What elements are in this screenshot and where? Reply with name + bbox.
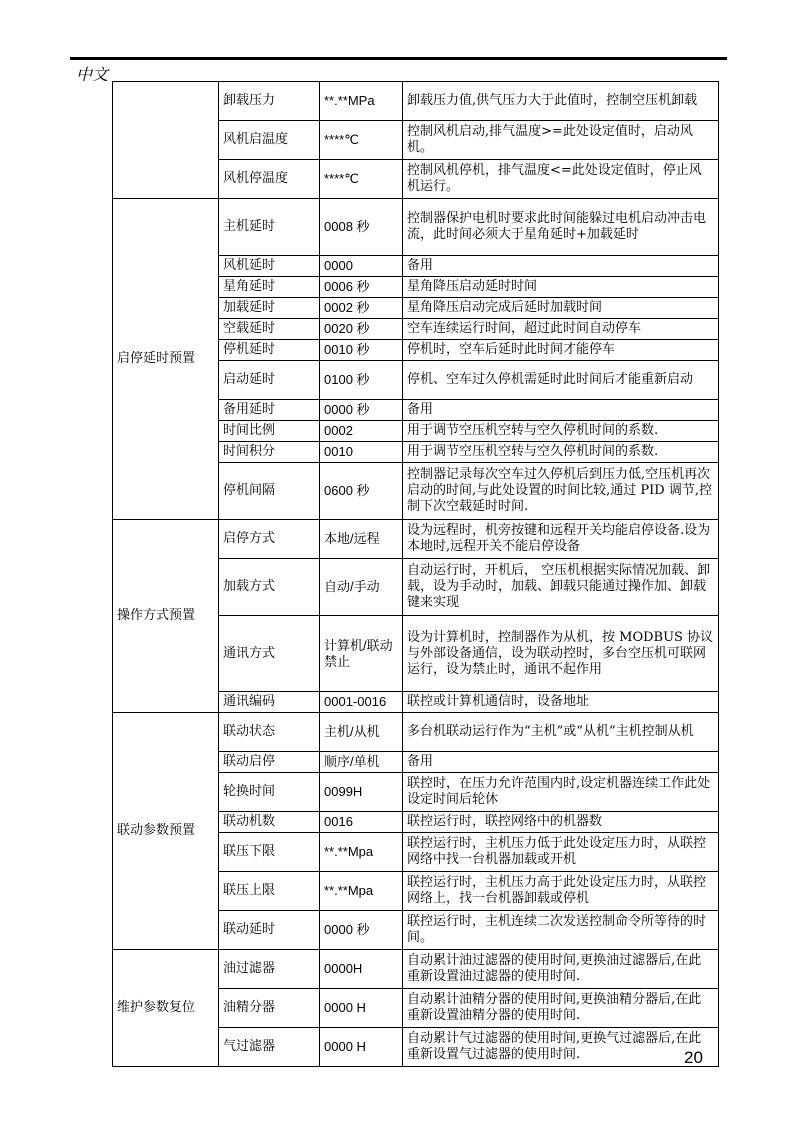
param-desc-cell: 停机、空车过久停机需延时此时间后才能重新启动 [403,361,719,400]
param-name-cell: 联动机数 [219,812,320,833]
page-number: 20 [684,1048,703,1067]
param-name-cell: 主机延时 [219,199,320,256]
param-desc-cell: 星角降压启动完成后延时加载时间 [403,298,719,319]
param-value-cell: 0016 [320,812,403,833]
group-name-cell [113,82,219,199]
param-name-cell: 星角延时 [219,277,320,298]
group-name-cell: 操作方式预置 [113,520,219,713]
param-value-cell: 0000 秒 [320,911,403,950]
param-desc-cell: 联控运行时，联控网络中的机器数 [403,812,719,833]
param-value-cell: 0020 秒 [320,319,403,340]
group-name-cell: 维护参数复位 [113,950,219,1067]
param-desc-cell: 多台机联动运行作为“主机”或“从机”主机控制从机 [403,713,719,752]
param-value-cell: 0001-0016 [320,692,403,713]
param-value-cell: 计算机/联动禁止 [320,616,403,692]
param-desc-cell: 联控运行时，主机压力低于此处设定压力时，从联控网络中找一台机器加载或开机 [403,833,719,872]
param-desc-cell: 卸载压力值,供气压力大于此值时，控制空压机卸载 [403,82,719,121]
param-name-cell: 风机启温度 [219,121,320,160]
table-row [113,950,719,989]
param-desc-cell: 自动累计气过滤器的使用时间,更换气过滤器后,在此重新设置气过滤器的使用时间. [403,1028,719,1067]
param-value-cell: 0000 [320,256,403,277]
param-value-cell: **.**Mpa [320,872,403,911]
table-row [113,82,719,121]
param-desc-cell: 用于调节空压机空转与空久停机时间的系数. [403,442,719,463]
param-name-cell: 联动延时 [219,911,320,950]
param-name-cell: 时间比例 [219,421,320,442]
param-value-cell: 0010 秒 [320,340,403,361]
param-name-cell: 启动延时 [219,361,320,400]
group-name-cell: 启停延时预置 [113,199,219,520]
param-value-cell: 0010 [320,442,403,463]
param-value-cell: 主机/从机 [320,713,403,752]
param-value-cell: 0099H [320,773,403,812]
param-desc-cell: 控制风机停机，排气温度<=此处设定值时，停止风机运行。 [403,160,719,199]
param-name-cell: 卸载压力 [219,82,320,121]
param-desc-cell: 设为计算机时，控制器作为从机，按 MODBUS 协议与外部设备通信，设为联动控时，多台空压机可联网运行，设为禁止时，通讯不起作用 [403,616,719,692]
param-name-cell: 通讯方式 [219,616,320,692]
param-value-cell: 0000H [320,950,403,989]
param-name-cell: 备用延时 [219,400,320,421]
param-value-cell: 顺序/单机 [320,752,403,773]
param-desc-cell: 联控运行时，主机压力高于此处设定压力时，从联控网络上，找一台机器卸载或停机 [403,872,719,911]
param-value-cell: **.**Mpa [320,833,403,872]
param-desc-cell: 空车连续运行时间，超过此时间自动停车 [403,319,719,340]
table-row [113,199,719,256]
parameter-table-body [113,82,719,1067]
param-value-cell: 0100 秒 [320,361,403,400]
param-name-cell: 加载延时 [219,298,320,319]
param-value-cell: 0006 秒 [320,277,403,298]
param-name-cell: 停机间隔 [219,463,320,520]
param-name-cell: 通讯编码 [219,692,320,713]
param-value-cell: 自动/手动 [320,559,403,616]
param-name-cell: 气过滤器 [219,1028,320,1067]
param-value-cell: 0000 H [320,1028,403,1067]
param-value-cell: 0008 秒 [320,199,403,256]
param-value-cell: ****℃ [320,121,403,160]
param-desc-cell: 控制风机启动,排气温度>=此处设定值时，启动风机。 [403,121,719,160]
param-desc-cell: 联控运行时，主机连续二次发送控制命令所等待的时间。 [403,911,719,950]
param-desc-cell: 备用 [403,400,719,421]
parameter-table [112,81,719,1067]
param-name-cell: 联动状态 [219,713,320,752]
param-value-cell: 0002 秒 [320,298,403,319]
param-value-cell: **.**MPa [320,82,403,121]
param-name-cell: 时间积分 [219,442,320,463]
param-desc-cell: 备用 [403,752,719,773]
param-name-cell: 联动启停 [219,752,320,773]
param-desc-cell: 星角降压启动延时时间 [403,277,719,298]
param-desc-cell: 自动累计油精分器的使用时间,更换油精分器后,在此重新设置油精分器的使用时间. [403,989,719,1028]
param-desc-cell: 联控时，在压力允许范围内时,设定机器连续工作此处设定时间后轮休 [403,773,719,812]
param-name-cell: 风机延时 [219,256,320,277]
param-value-cell: 0600 秒 [320,463,403,520]
table-row [113,520,719,559]
param-desc-cell: 控制器记录每次空车过久停机后到压力低,空压机再次启动的时间,与此处设置的时间比较,通过 PID 调节,控制下次空载延时时间. [403,463,719,520]
param-name-cell: 加载方式 [219,559,320,616]
param-name-cell: 油过滤器 [219,950,320,989]
param-name-cell: 油精分器 [219,989,320,1028]
param-desc-cell: 备用 [403,256,719,277]
param-name-cell: 空载延时 [219,319,320,340]
param-desc-cell: 用于调节空压机空转与空久停机时间的系数. [403,421,719,442]
param-desc-cell: 自动累计油过滤器的使用时间,更换油过滤器后,在此重新设置油过滤器的使用时间. [403,950,719,989]
param-desc-cell: 停机时，空车后延时此时间才能停车 [403,340,719,361]
param-name-cell: 联压上限 [219,872,320,911]
group-name-cell: 联动参数预置 [113,713,219,950]
param-desc-cell: 控制器保护电机时要求此时间能躲过电机启动冲击电流，此时间必须大于星角延时+加载延时 [403,199,719,256]
param-name-cell: 轮换时间 [219,773,320,812]
param-name-cell: 联压下限 [219,833,320,872]
param-name-cell: 停机延时 [219,340,320,361]
param-name-cell: 风机停温度 [219,160,320,199]
param-desc-cell: 联控或计算机通信时，设备地址 [403,692,719,713]
header-rule [70,57,727,60]
param-value-cell: 0002 [320,421,403,442]
param-value-cell: ****℃ [320,160,403,199]
param-value-cell: 0000 H [320,989,403,1028]
param-desc-cell: 自动运行时，开机后， 空压机根据实际情况加载、卸载，设为手动时，加载、卸载只能通过操作加、卸载键来实现 [403,559,719,616]
param-value-cell: 本地/远程 [320,520,403,559]
param-desc-cell: 设为远程时，机旁按键和远程开关均能启停设备.设为本地时,远程开关不能启停设备 [403,520,719,559]
param-value-cell: 0000 秒 [320,400,403,421]
param-name-cell: 启停方式 [219,520,320,559]
table-row [113,713,719,752]
header-label: 中文 [76,65,109,84]
